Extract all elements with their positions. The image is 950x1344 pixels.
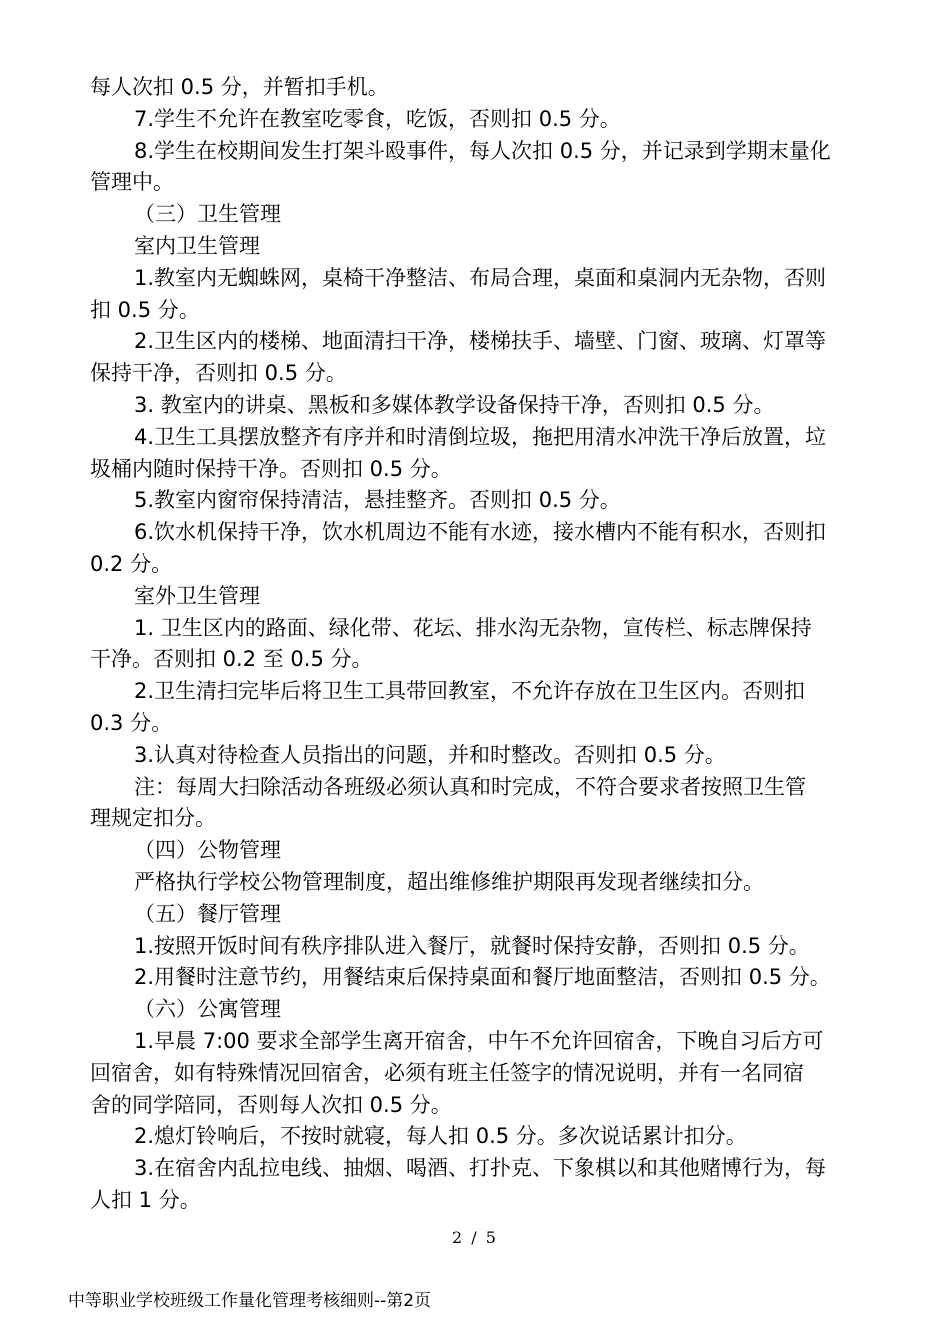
text-line: 圾桶内随时保持干净。否则扣 0.5 分。 xyxy=(90,456,452,481)
page-footer: 中等职业学校班级工作量化管理考核细则--第2页 xyxy=(68,1291,432,1311)
text-line: 扣 0.5 分。 xyxy=(90,297,200,322)
text-line: 2.卫生区内的楼梯、地面清扫干净，楼梯扶手、墙壁、门窗、玻璃、灯罩等 xyxy=(134,329,827,354)
text-line: 保持干净，否则扣 0.5 分。 xyxy=(90,361,347,386)
section-heading: （四）公物管理 xyxy=(134,838,281,863)
text-line: 每人次扣 0.5 分，并暂扣手机。 xyxy=(90,75,389,99)
text-line: 6.饮水机保持干净，饮水机周边不能有水迹，接水槽内不能有积水，否则扣 xyxy=(134,520,827,545)
text-line: 回宿舍，如有特殊情况回宿舍，必须有班主任签字的情况说明，并有一名同宿 xyxy=(90,1060,804,1085)
text-line: 4.卫生工具摆放整齐有序并和时清倒垃圾，拖把用清水冲洗干净后放置，垃 xyxy=(134,424,827,449)
section-heading: （六）公寓管理 xyxy=(134,997,281,1022)
text-line: 2.熄灯铃响后，不按时就寝，每人扣 0.5 分。多次说话累计扣分。 xyxy=(134,1124,747,1149)
document-body xyxy=(90,72,865,1217)
text-line: 5.教室内窗帘保持清洁，悬挂整齐。否则扣 0.5 分。 xyxy=(134,488,621,513)
text-line: 7.学生不允许在教室吃零食，吃饭，否则扣 0.5 分。 xyxy=(134,106,621,131)
text-line: 人扣 1 分。 xyxy=(90,1187,201,1212)
text-line: 3. 教室内的讲桌、黑板和多媒体教学设备保持干净，否则扣 0.5 分。 xyxy=(134,392,775,417)
text-line: 3.在宿舍内乱拉电线、抽烟、喝酒、打扑克、下象棋以和其他赌博行为，每 xyxy=(134,1156,827,1181)
note-line: 注：每周大扫除活动各班级必须认真和时完成，不符合要求者按照卫生管 xyxy=(134,774,806,799)
text-line: 0.3 分。 xyxy=(90,710,173,735)
subsection-heading: 室内卫生管理 xyxy=(134,233,260,258)
text-line: 1.早晨 7:00 要求全部学生离开宿舍，中午不允许回宿舍，下晚自习后方可 xyxy=(134,1028,824,1053)
text-line: 0.2 分。 xyxy=(90,551,173,576)
text-line: 1.按照开饭时间有秩序排队进入餐厅，就餐时保持安静，否则扣 0.5 分。 xyxy=(134,933,810,958)
text-line: 严格执行学校公物管理制度，超出维修维护期限再发现者继续扣分。 xyxy=(134,869,764,894)
text-line: 3.认真对待检查人员指出的问题，并和时整改。否则扣 0.5 分。 xyxy=(134,742,726,767)
text-line: 2.用餐时注意节约，用餐结束后保持桌面和餐厅地面整洁，否则扣 0.5 分。 xyxy=(134,965,831,990)
text-line: 1.教室内无蜘蛛网，桌椅干净整洁、布局合理，桌面和桌洞内无杂物，否则 xyxy=(134,265,827,290)
note-line: 理规定扣分。 xyxy=(90,806,216,831)
text-line: 舍的同学陪同，否则每人次扣 0.5 分。 xyxy=(90,1092,452,1117)
section-heading: （五）餐厅管理 xyxy=(134,901,281,926)
text-line: 2.卫生清扫完毕后将卫生工具带回教室，不允许存放在卫生区内。否则扣 xyxy=(134,679,806,704)
text-line: 1. 卫生区内的路面、绿化带、花坛、排水沟无杂物，宣传栏、标志牌保持 xyxy=(134,615,812,640)
text-line: 干净。否则扣 0.2 至 0.5 分。 xyxy=(90,647,373,672)
text-line: 8.学生在校期间发生打架斗殴事件，每人次扣 0.5 分，并记录到学期末量化 xyxy=(134,138,831,163)
section-heading: （三）卫生管理 xyxy=(134,202,281,227)
text-line: 管理中。 xyxy=(90,170,174,195)
page-number: 2 / 5 xyxy=(452,1228,498,1247)
subsection-heading: 室外卫生管理 xyxy=(134,583,260,608)
